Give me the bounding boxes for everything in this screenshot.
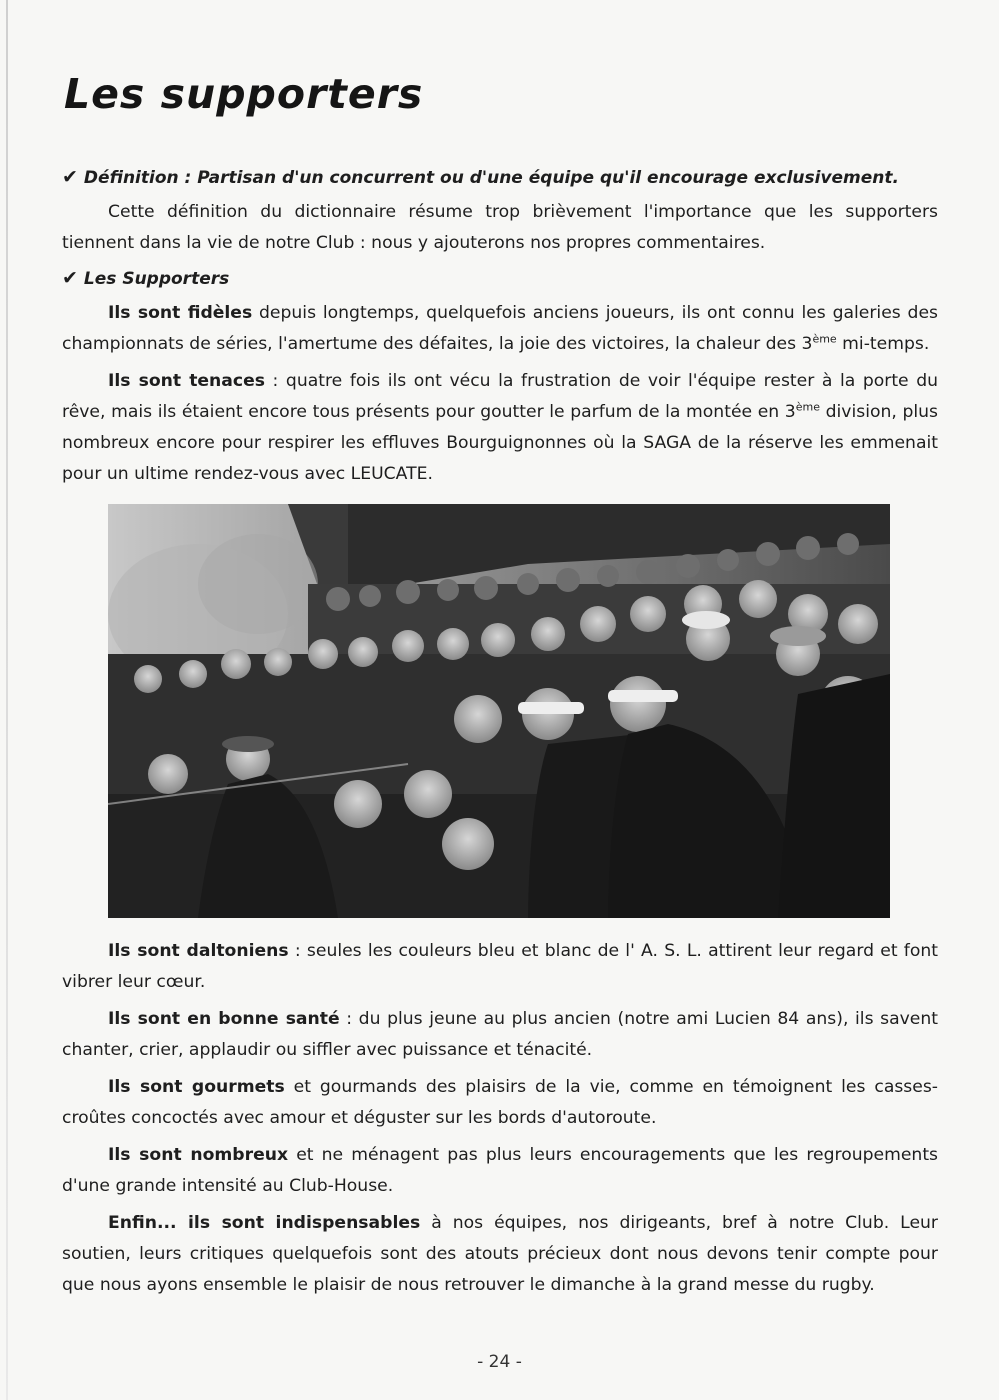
paragraph-bold-lead: Ils sont fidèles bbox=[108, 303, 253, 323]
paragraph-bold-lead: Ils sont daltoniens bbox=[108, 941, 289, 961]
paragraph-fideles: Ils sont fidèles depuis longtemps, quelquefois anciens joueurs, ils ont connu les galeries des championnats de séries, l'amertume des défaites, la joie des victoires, la chaleur des 3ème mi-temps. bbox=[62, 303, 938, 354]
paragraph-tenaces: Ils sont tenaces : quatre fois ils ont vécu la frustration de voir l'équipe rester à la porte du rêve, mais ils étaient encore tous présents pour goutter le parfum de la montée en 3ème division, plus nombreux encore pour respirer les effluves Bourguignonnes où la SAGA de la réserve les emmenait pour un ultime rendez-vous avec LEUCATE. bbox=[62, 371, 939, 484]
paragraph-sante: Ils sont en bonne santé : du plus jeune au plus ancien (notre ami Lucien 84 ans), ils savent chanter, crier, applaudir ou siffler avec puissance et ténacité. bbox=[62, 1009, 939, 1060]
paragraph-enfin: Enfin... ils sont indispensables à nos équipes, nos dirigeants, bref à notre Club. Leur soutien, leurs critiques quelquefois sont des atouts précieux dont nous devons tenir compte pour que nous ayons ensemble le plaisir de nous retrouver le dimanche à la grand messe du rugby. bbox=[62, 1213, 938, 1295]
paragraph-bold-lead: Ils sont tenaces bbox=[108, 371, 265, 391]
supporters-crowd-photo bbox=[108, 504, 890, 918]
paragraph-daltoniens: Ils sont daltoniens : seules les couleurs bleu et blanc de l' A. S. L. attirent leur regard et font vibrer leur cœur. bbox=[62, 941, 939, 992]
definition-paragraph: Cette définition du dictionnaire résume trop brièvement l'importance que les supporters tiennent dans la vie de notre Club : nous y ajouterons nos propres commentaires. bbox=[62, 202, 938, 253]
page-number: - 24 - bbox=[477, 1352, 522, 1372]
section-heading bbox=[62, 265, 938, 292]
paragraph-bold-lead: Ils sont en bonne santé bbox=[108, 1009, 340, 1029]
definition-label: Définition : Partisan d'un concurrent ou d'une équipe qu'il encourage exclusivement. bbox=[83, 168, 899, 188]
checkmark-icon: ✔ bbox=[62, 267, 78, 289]
paragraph-bold-lead: Enfin... ils sont indispensables bbox=[108, 1213, 421, 1233]
paragraph-bold-lead: Ils sont gourmets bbox=[108, 1077, 285, 1097]
article-body bbox=[62, 164, 938, 1307]
paragraph-gourmets: Ils sont gourmets et gourmands des plaisirs de la vie, comme en témoignent les casses-croûtes concoctés avec amour et déguster sur les bords d'autoroute. bbox=[62, 1077, 938, 1128]
page-binding-edge bbox=[6, 0, 8, 1400]
page-title: Les supporters bbox=[64, 70, 424, 118]
paragraph-nombreux: Ils sont nombreux et ne ménagent pas plus leurs encouragements que les regroupements d'une grande intensité au Club-House. bbox=[62, 1145, 939, 1196]
paragraph-bold-lead: Ils sont nombreux bbox=[108, 1145, 289, 1165]
section-label: Les Supporters bbox=[83, 269, 230, 289]
checkmark-icon: ✔ bbox=[62, 166, 78, 188]
definition-heading bbox=[62, 164, 938, 191]
